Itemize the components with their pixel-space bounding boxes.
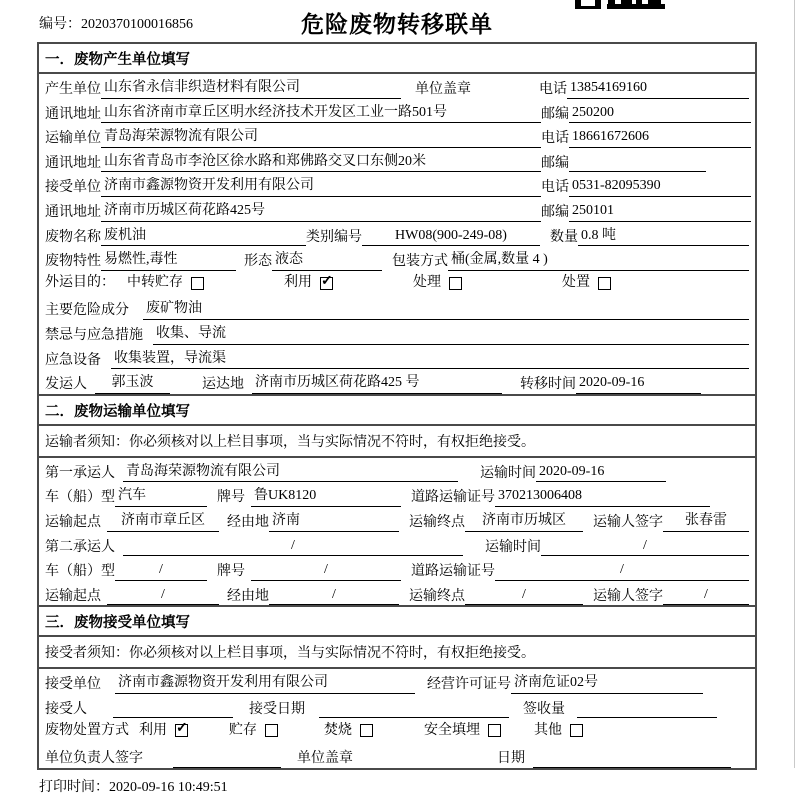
row-transporter-address (39, 148, 755, 173)
character-label: 废物特性 (45, 254, 101, 270)
vehicle-label: 车（船）型 (45, 564, 115, 580)
addr1-value: 山东省济南市章丘区明水经济技术开发区工业一路501号 (101, 104, 541, 124)
checkbox-icon (570, 724, 583, 737)
row-receiver-unit (39, 172, 755, 197)
phone1-label: 电话 (539, 82, 567, 98)
disposal-option-other (534, 722, 583, 740)
permit1-value: 370213006408 (495, 487, 710, 507)
row-purpose (39, 271, 755, 296)
print-time-label: 打印时间： (39, 779, 109, 795)
disposal-option-store (229, 722, 278, 740)
purpose-option-transfer (127, 274, 204, 292)
unit-seal-label: 单位盖章 (415, 82, 471, 98)
row-transporter-unit (39, 123, 755, 148)
zip1-value: 250200 (569, 104, 751, 124)
checkbox-icon (598, 277, 611, 290)
addr1-label: 通讯地址 (45, 106, 101, 122)
time1-value: 2020-09-16 (536, 463, 666, 483)
row-first-carrier (39, 458, 755, 483)
destination-label: 运达地 (202, 377, 244, 393)
unit-label: 接受单位 (45, 677, 101, 693)
option-label: 利用 (284, 275, 312, 291)
page-right-edge (794, 0, 795, 768)
vehicle1-value: 汽车 (115, 487, 207, 507)
permit-label: 道路运输证号 (411, 490, 495, 506)
waste-name-label: 废物名称 (45, 229, 101, 245)
purpose-label: 外运目的： (45, 275, 115, 291)
serial-number (39, 13, 193, 33)
equip-label: 应急设备 (45, 352, 101, 368)
character-value: 易燃性,毒性 (101, 251, 236, 271)
checkbox-icon (449, 277, 462, 290)
row-receiver-person (39, 694, 755, 719)
row-route-2 (39, 581, 755, 606)
plate-label: 牌号 (217, 490, 245, 506)
row-responsible-signature (39, 743, 755, 768)
disposal-label: 废物处置方式 (45, 723, 129, 739)
section-transporter (37, 396, 757, 608)
transporter-notice: 运输者须知：你必须核对以上栏目事项，当与实际情况不符时，有权拒绝接受。 (39, 426, 755, 458)
print-time-value: 2020-09-16 10:49:51 (109, 779, 228, 795)
via2-value: / (269, 586, 399, 606)
row-consignor (39, 369, 755, 394)
carrier1-label: 第一承运人 (45, 465, 115, 481)
checkbox-icon (265, 724, 278, 737)
origin2-value: / (107, 586, 219, 606)
checkbox-icon (191, 277, 204, 290)
row-second-carrier (39, 532, 755, 557)
phone3-label: 电话 (541, 180, 569, 196)
transfer-time-label: 转移时间 (520, 377, 576, 393)
phone2-value: 18661672606 (569, 128, 751, 148)
serial-label: 编号： (39, 17, 81, 32)
sign-label: 运输人签字 (593, 515, 663, 530)
responsible-sign-value (173, 766, 281, 768)
row-receiver-address (39, 197, 755, 222)
checkbox-icon (488, 724, 501, 737)
transporter-value: 青岛海荣源物流有限公司 (101, 128, 541, 148)
end-label: 运输终点 (409, 588, 465, 604)
disposal-option-landfill (424, 722, 501, 740)
checkbox-icon (175, 724, 188, 737)
row-vehicle-1 (39, 482, 755, 507)
checkbox-icon (360, 724, 373, 737)
receive-date-value (319, 716, 509, 718)
zip1-label: 邮编 (541, 106, 569, 122)
destination-value: 济南市历城区荷花路425 号 (252, 374, 502, 394)
checkbox-icon (320, 277, 333, 290)
person-label: 接受人 (45, 701, 87, 717)
category-value: HW08(900-249-08) (362, 227, 540, 247)
zip3-value: 250101 (569, 202, 751, 222)
plate1-value: 鲁UK8120 (251, 487, 401, 507)
hazard-label: 主要危险成分 (45, 303, 129, 319)
permit-label: 道路运输证号 (411, 564, 495, 580)
row-taboo-measures (39, 320, 755, 345)
vehicle2-value: / (115, 561, 207, 581)
zip2-label: 邮编 (541, 155, 569, 171)
via-label: 经由地 (227, 588, 269, 604)
section-producer-title: 一．废物产生单位填写 (39, 44, 755, 74)
option-label: 其他 (534, 723, 562, 739)
sign1-value: 张春雷 (663, 512, 749, 532)
addr3-value: 济南市历城区荷花路425号 (101, 202, 541, 222)
zip2-value (569, 170, 706, 172)
transfer-time-value: 2020-09-16 (576, 374, 701, 394)
qr-code-fragment-icon (575, 0, 667, 9)
form-title: 危险废物转移联单 (301, 11, 493, 37)
disposal-option-incinerate (324, 722, 373, 740)
packing-value: 桶(金属,数量 4 ) (448, 251, 749, 271)
option-label: 贮存 (229, 723, 257, 739)
plate2-value: / (251, 561, 401, 581)
taboo-label: 禁忌与应急措施 (45, 328, 143, 344)
row-receiving-unit (39, 669, 755, 694)
category-label: 类别编号 (306, 229, 362, 245)
serial-value: 2020370100016856 (81, 17, 193, 32)
producer-value: 山东省永信非织造材料有限公司 (101, 79, 401, 99)
qty-label: 数量 (550, 229, 578, 245)
section-transporter-title: 二．废物运输单位填写 (39, 396, 755, 426)
row-producer-unit (39, 74, 755, 99)
row-disposal-method (39, 718, 755, 743)
print-time (37, 776, 757, 796)
row-waste-name (39, 222, 755, 247)
addr2-value: 山东省青岛市李沧区徐水路和郑佛路交叉口东侧20米 (101, 153, 541, 173)
purpose-option-treat (413, 274, 462, 292)
form-state-value: 液态 (272, 251, 382, 271)
disposal-option-use (139, 722, 188, 740)
option-label: 处理 (413, 275, 441, 291)
option-label: 焚烧 (324, 723, 352, 739)
producer-label: 产生单位 (45, 82, 101, 98)
option-label: 处置 (562, 275, 590, 291)
via1-value: 济南 (269, 512, 399, 532)
end-label: 运输终点 (409, 515, 465, 530)
receiver-label: 接受单位 (45, 180, 101, 196)
qty-value: 0.8 吨 (578, 227, 749, 247)
responsible-sign-label: 单位负责人签字 (45, 751, 143, 767)
phone3-value: 0531-82095390 (569, 177, 751, 197)
carrier2-label: 第二承运人 (45, 539, 115, 555)
receiver-value: 济南市鑫源物资开发利用有限公司 (101, 177, 541, 197)
via-label: 经由地 (227, 515, 269, 530)
carrier1-value: 青岛海荣源物流有限公司 (123, 463, 458, 483)
transporter-label: 运输单位 (45, 131, 101, 147)
person-value (113, 716, 233, 718)
end1-value: 济南市历城区 (465, 512, 583, 532)
date2-label: 日期 (497, 751, 525, 767)
license-value: 济南危证02号 (511, 674, 703, 694)
receiver-notice: 接受者须知：你必须核对以上栏目事项，当与实际情况不符时，有权拒绝接受。 (39, 637, 755, 669)
hazard-value: 废矿物油 (143, 300, 749, 320)
addr2-label: 通讯地址 (45, 155, 101, 171)
amount-label: 签收量 (523, 701, 565, 717)
taboo-value: 收集、导流 (153, 325, 749, 345)
section-receiver (37, 607, 757, 769)
origin-label: 运输起点 (45, 515, 101, 530)
row-hazard-component (39, 295, 755, 320)
row-producer-address (39, 99, 755, 124)
purpose-option-dispose (562, 274, 611, 292)
time2-label: 运输时间 (485, 539, 541, 555)
time2-value: / (541, 537, 749, 557)
waste-name-value: 废机油 (101, 227, 306, 247)
permit2-value: / (495, 561, 749, 581)
time1-label: 运输时间 (480, 465, 536, 481)
origin-label: 运输起点 (45, 588, 101, 604)
end2-value: / (465, 586, 583, 606)
carrier2-value: / (123, 537, 463, 557)
vehicle-label: 车（船）型 (45, 490, 115, 506)
receive-date-label: 接受日期 (249, 701, 305, 717)
row-waste-character (39, 246, 755, 271)
license-label: 经营许可证号 (427, 677, 511, 693)
amount-value (577, 716, 717, 718)
plate-label: 牌号 (217, 564, 245, 580)
row-emergency-equipment (39, 345, 755, 370)
origin1-value: 济南市章丘区 (107, 512, 219, 532)
packing-label: 包装方式 (392, 254, 448, 270)
purpose-option-use (284, 274, 333, 292)
option-label: 中转贮存 (127, 275, 183, 291)
option-label: 利用 (139, 723, 167, 739)
consignor-value: 郭玉波 (95, 374, 170, 394)
form-header (37, 0, 757, 42)
row-route-1 (39, 507, 755, 532)
sign2-value: / (663, 586, 749, 606)
equip-value: 收集装置，导流渠 (111, 350, 749, 370)
section-receiver-title: 三．废物接受单位填写 (39, 607, 755, 637)
form-state-label: 形态 (244, 254, 272, 270)
zip3-label: 邮编 (541, 205, 569, 221)
section-producer (37, 42, 757, 396)
date2-value (533, 766, 731, 768)
unit-value: 济南市鑫源物资开发利用有限公司 (115, 674, 415, 694)
phone1-value: 13854169160 (567, 79, 749, 99)
sign-label: 运输人签字 (593, 588, 663, 604)
row-vehicle-2 (39, 556, 755, 581)
consignor-label: 发运人 (45, 377, 87, 393)
unit-seal-label: 单位盖章 (297, 751, 353, 767)
option-label: 安全填埋 (424, 723, 480, 739)
hazardous-waste-transfer-form (37, 0, 757, 796)
addr3-label: 通讯地址 (45, 205, 101, 221)
phone2-label: 电话 (541, 131, 569, 147)
